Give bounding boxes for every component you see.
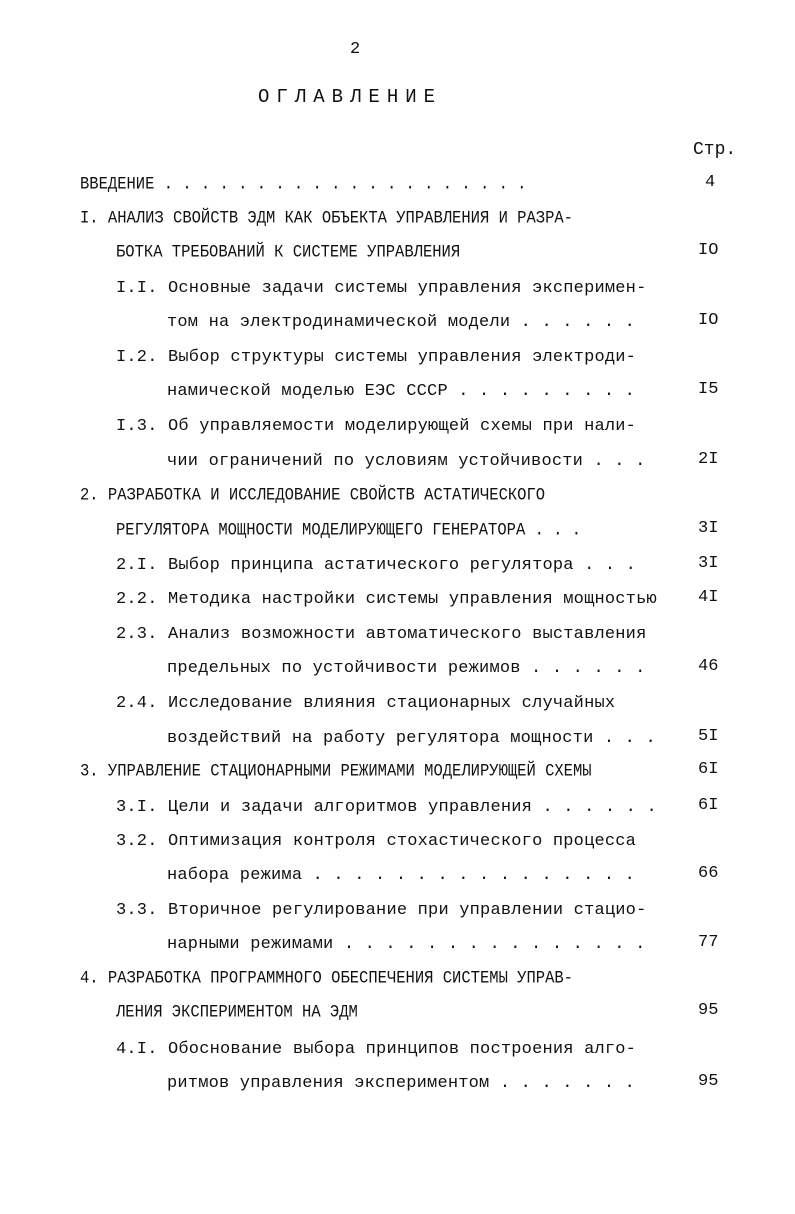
toc-line: 3. УПРАВЛЕНИЕ СТАЦИОНАРНЫМИ РЕЖИМАМИ МОДЕЛИРУЮЩЕЙ СХЕМЫ — [80, 760, 592, 782]
toc-page: 3I — [698, 519, 719, 538]
toc-page: 77 — [698, 933, 719, 952]
toc-page: 46 — [698, 657, 719, 676]
page-column-label: Стр. — [693, 140, 737, 160]
toc-line: предельных по устойчивости режимов . . . . . . — [167, 659, 646, 678]
toc-page: IO — [698, 311, 719, 330]
toc-page: 95 — [698, 1072, 719, 1091]
toc-line: I.3. Об управляемости моделирующей схемы при нали- — [116, 417, 637, 436]
toc-line: 3.I. Цели и задачи алгоритмов управления . . . . . . — [116, 798, 657, 817]
toc-line: 2. РАЗРАБОТКА И ИССЛЕДОВАНИЕ СВОЙСТВ АСТАТИЧЕСКОГО — [80, 484, 546, 506]
toc-line: 4. РАЗРАБОТКА ПРОГРАММНОГО ОБЕСПЕЧЕНИЯ СИСТЕМЫ УПРАВ- — [80, 967, 573, 989]
toc-page: 66 — [698, 864, 719, 883]
toc-line: 3.3. Вторичное регулирование при управлении стацио- — [116, 901, 647, 920]
toc-page: 4I — [698, 588, 719, 607]
toc-line: ЛЕНИЯ ЭКСПЕРИМЕНТОМ НА ЭДМ — [116, 1001, 358, 1023]
page-title: ОГЛАВЛЕНИЕ — [258, 86, 443, 108]
toc-line: I. АНАЛИЗ СВОЙСТВ ЭДМ КАК ОБЪЕКТА УПРАВЛЕНИЯ И РАЗРА- — [80, 207, 573, 229]
toc-line: ВВЕДЕНИЕ . . . . . . . . . . . . . . . . . . . . — [80, 173, 527, 195]
toc-line: нарными режимами . . . . . . . . . . . . . . . — [167, 935, 646, 954]
toc-page: 4 — [705, 173, 716, 192]
toc-line: I.I. Основные задачи системы управления эксперимен- — [116, 279, 647, 298]
toc-line: 3.2. Оптимизация контроля стохастического процесса — [116, 832, 637, 851]
toc-line: набора режима . . . . . . . . . . . . . . . . — [167, 866, 636, 885]
toc-page: IO — [698, 241, 719, 260]
toc-line: 2.3. Анализ возможности автоматического выставления — [116, 625, 647, 644]
toc-line: намической моделью ЕЭС СССР . . . . . . . . . — [167, 382, 636, 401]
toc-page: 6I — [698, 760, 719, 779]
toc-page: I5 — [698, 380, 719, 399]
toc-line: том на электродинамической модели . . . . . . — [167, 313, 636, 332]
toc-line: БОТКА ТРЕБОВАНИЙ К СИСТЕМЕ УПРАВЛЕНИЯ — [116, 241, 461, 263]
toc-page: 3I — [698, 554, 719, 573]
toc-page: 2I — [698, 450, 719, 469]
page-number: 2 — [350, 40, 361, 59]
toc-line: 4.I. Обоснование выбора принципов построения алго- — [116, 1040, 637, 1059]
toc-page: 6I — [698, 796, 719, 815]
toc-line: чии ограничений по условиям устойчивости . . . — [167, 452, 646, 471]
toc-line: I.2. Выбор структуры системы управления электроди- — [116, 348, 637, 367]
toc-page: 5I — [698, 727, 719, 746]
toc-line: воздействий на работу регулятора мощности . . . — [167, 729, 656, 748]
toc-line: 2.I. Выбор принципа астатического регулятора . . . — [116, 556, 637, 575]
toc-line: 2.2. Методика настройки системы управления мощностью — [116, 590, 657, 609]
toc-line: РЕГУЛЯТОРА МОЩНОСТИ МОДЕЛИРУЮЩЕГО ГЕНЕРАТОРА . . . — [116, 519, 582, 541]
toc-page: 95 — [698, 1001, 719, 1020]
toc-line: ритмов управления экспериментом . . . . . . . — [167, 1074, 636, 1093]
toc-line: 2.4. Исследование влияния стационарных случайных — [116, 694, 616, 713]
